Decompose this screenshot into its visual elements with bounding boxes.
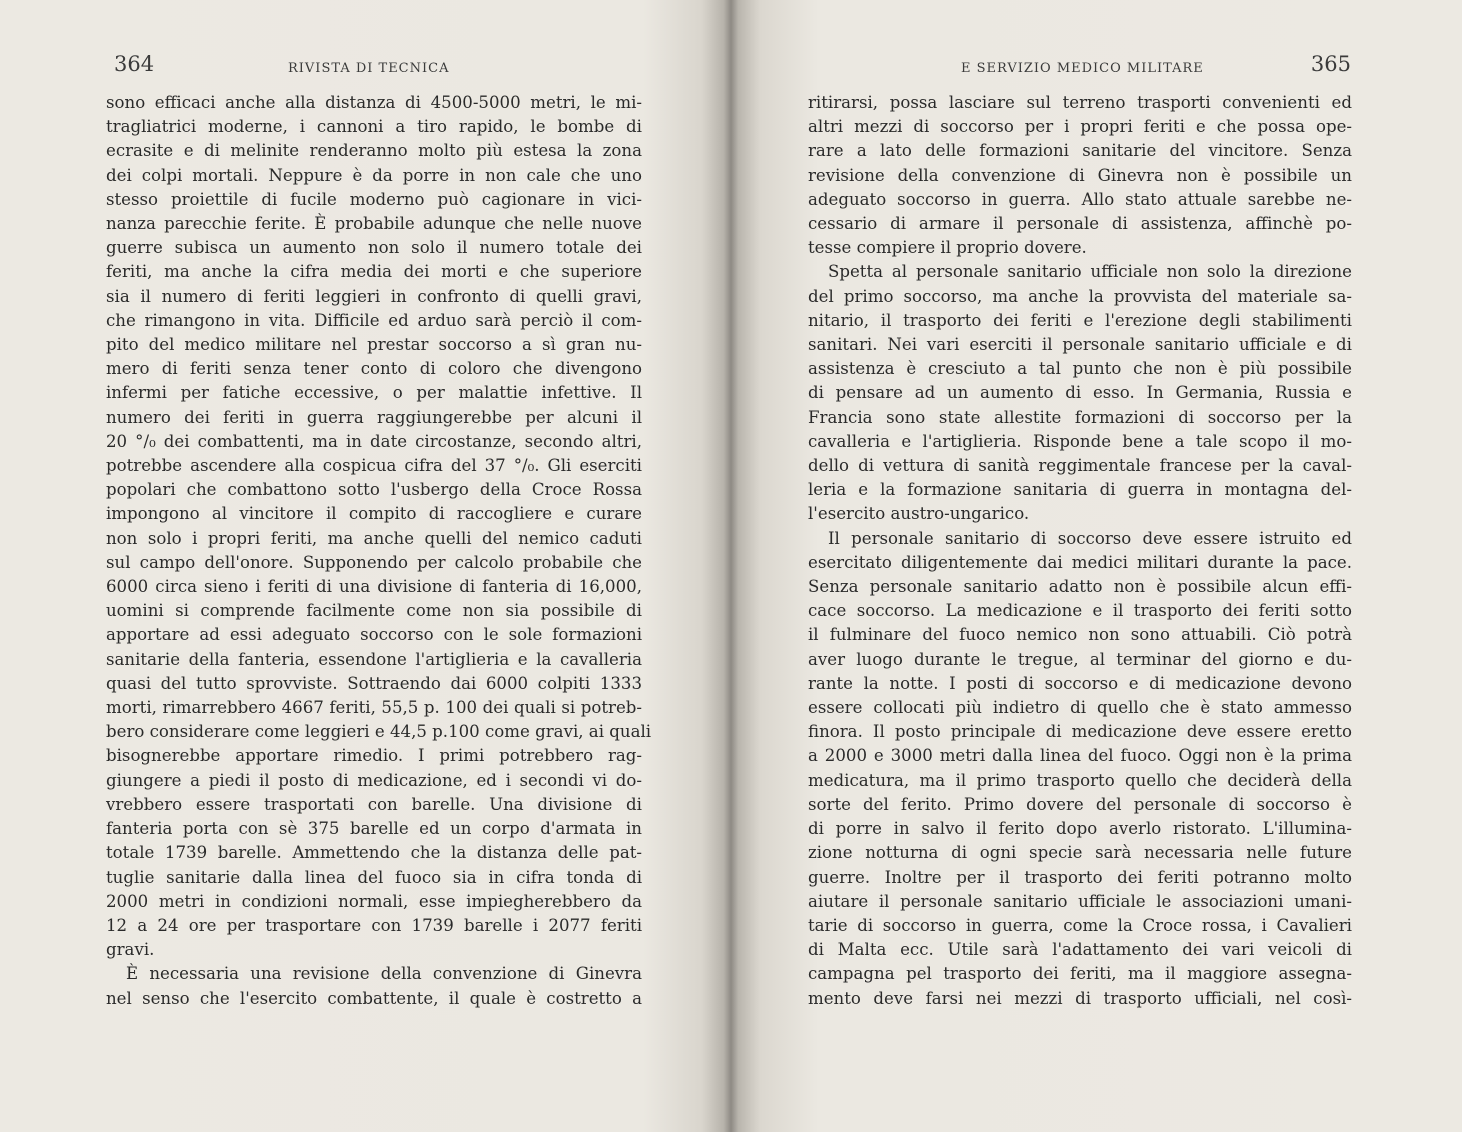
text-line: mento deve farsi nei mezzi di trasporto ufficiali, nel così- <box>808 988 1352 1008</box>
text-line: stesso proiettile di fucile moderno può cagionare in vici- <box>106 189 642 209</box>
text-line: uomini si comprende facilmente come non sia possibile di <box>106 601 642 621</box>
text-line: sorte del ferito. Primo dovere del personale di soccorso è <box>808 794 1352 814</box>
text-line: essere collocati più indietro di quello che è stato ammesso <box>808 698 1352 718</box>
text-line: nitario, il trasporto dei feriti e l'erezione degli stabilimenti <box>808 310 1352 330</box>
text-line: sono efficaci anche alla distanza di 4500-5000 metri, le mi- <box>106 93 642 112</box>
text-line: morti, rimarrebbero 4667 feriti, 55,5 p. 100 dei quali si potreb- <box>106 698 642 718</box>
text-line: a 2000 e 3000 metri dalla linea del fuoco. Oggi non è la prima <box>808 746 1352 766</box>
text-line: nel senso che l'esercito combattente, il quale è costretto a <box>106 988 642 1008</box>
text-line: nanza parecchie ferite. È probabile adunque che nelle nuove <box>106 214 642 234</box>
text-line: impongono al vincitore il compito di raccogliere e curare <box>106 504 642 524</box>
text-line: bisognerebbe apportare rimedio. I primi potrebbero rag- <box>106 746 642 766</box>
text-line: feriti, ma anche la cifra media dei morti e che superiore <box>106 262 642 282</box>
text-line: 2000 metri in condizioni normali, esse impiegherebbero da <box>106 891 642 911</box>
left-running-head: RIVISTA DI TECNICA <box>288 61 450 76</box>
text-line: giungere a piedi il posto di medicazione, ed i secondi vi do- <box>106 770 642 790</box>
text-line: sanitari. Nei vari eserciti il personale sanitario ufficiale e di <box>808 335 1352 355</box>
text-line: 20 °/₀ dei combattenti, ma in date circostanze, secondo altri, <box>106 431 642 451</box>
text-line: dello di vettura di sanità reggimentale francese per la caval- <box>808 456 1352 476</box>
text-line: cavalleria e l'artiglieria. Risponde bene a tale scopo il mo- <box>808 431 1352 451</box>
text-line: mero di feriti senza tener conto di coloro che divengono <box>106 359 642 379</box>
text-line: di pensare ad un aumento di esso. In Germania, Russia e <box>808 383 1352 403</box>
text-line: apportare ad essi adeguato soccorso con le sole formazioni <box>106 625 642 645</box>
text-line: Il personale sanitario di soccorso deve essere istruito ed <box>828 528 1352 548</box>
text-line: fanteria porta con sè 375 barelle ed un corpo d'armata in <box>106 819 642 839</box>
text-line: assistenza è cresciuto a tal punto che non è più possibile <box>808 359 1352 379</box>
text-line: sia il numero di feriti leggieri in confronto di quelli gravi, <box>106 286 642 306</box>
text-line: sul campo dell'onore. Supponendo per calcolo probabile che <box>106 552 642 572</box>
text-line: di Malta ecc. Utile sarà l'adattamento dei vari veicoli di <box>808 940 1352 960</box>
text-line: aiutare il personale sanitario ufficiale le associazioni umani- <box>808 891 1352 911</box>
right-page-text <box>808 91 1352 1011</box>
text-line: rare a lato delle formazioni sanitarie del vincitore. Senza <box>808 141 1352 161</box>
text-line: pito del medico militare nel prestar soccorso a sì gran nu- <box>106 335 642 355</box>
text-line: totale 1739 barelle. Ammettendo che la distanza delle pat- <box>106 843 642 863</box>
text-line: potrebbe ascendere alla cospicua cifra del 37 °/₀. Gli eserciti <box>106 456 642 476</box>
text-line: guerre subisca un aumento non solo il numero totale dei <box>106 238 642 258</box>
text-line: vrebbero essere trasportati con barelle. Una divisione di <box>106 794 642 814</box>
text-line: di porre in salvo il ferito dopo averlo ristorato. L'illumina- <box>808 819 1352 839</box>
right-page-number: 365 <box>1310 52 1351 76</box>
text-line: campagna pel trasporto dei feriti, ma il maggiore assegna- <box>808 964 1352 984</box>
text-line: Senza personale sanitario adatto non è possibile alcun effi- <box>808 577 1352 597</box>
text-line: zione notturna di ogni specie sarà necessaria nelle future <box>808 843 1352 863</box>
text-line: È necessaria una revisione della convenzione di Ginevra <box>126 964 642 984</box>
text-line: leria e la formazione sanitaria di guerra in montagna del- <box>808 480 1352 500</box>
text-line: cessario di armare il personale di assistenza, affinchè po- <box>808 214 1352 234</box>
text-line: tragliatrici moderne, i cannoni a tiro rapido, le bombe di <box>106 117 642 137</box>
text-line: bero considerare come leggieri e 44,5 p.100 come gravi, ai quali <box>106 722 652 742</box>
text-line: medicatura, ma il primo trasporto quello che deciderà della <box>808 770 1352 790</box>
text-line: revisione della convenzione di Ginevra non è possibile un <box>808 165 1352 185</box>
text-line: aver luogo durante le tregue, al terminar del giorno e du- <box>808 649 1352 669</box>
left-page-text <box>106 91 652 1011</box>
text-line: 6000 circa sieno i feriti di una divisione di fanteria di 16,000, <box>106 577 642 597</box>
text-line: Francia sono state allestite formazioni di soccorso per la <box>808 407 1352 427</box>
text-line: popolari che combattono sotto l'usbergo della Croce Rossa <box>106 480 642 500</box>
text-line: quasi del tutto sprovviste. Sottraendo dai 6000 colpiti 1333 <box>106 673 642 693</box>
text-line: rante la notte. I posti di soccorso e di medicazione devono <box>808 673 1352 693</box>
text-line: tesse compiere il proprio dovere. <box>808 238 1087 258</box>
right-running-head: E SERVIZIO MEDICO MILITARE <box>961 61 1204 76</box>
text-line: Spetta al personale sanitario ufficiale non solo la direzione <box>828 262 1352 282</box>
text-line: altri mezzi di soccorso per i propri feriti e che possa ope- <box>808 117 1352 137</box>
text-line: infermi per fatiche eccessive, o per malattie infettive. Il <box>106 383 642 403</box>
text-line: del primo soccorso, ma anche la provvista del materiale sa- <box>808 286 1352 306</box>
text-line: finora. Il posto principale di medicazione deve essere eretto <box>808 722 1352 742</box>
text-line: gravi. <box>106 940 155 960</box>
text-line: esercitato diligentemente dai medici militari durante la pace. <box>808 552 1352 572</box>
left-page-number: 364 <box>114 52 155 76</box>
right-page <box>731 0 1462 1132</box>
text-line: il fulminare del fuoco nemico non sono attuabili. Ciò potrà <box>808 625 1352 645</box>
text-line: non solo i propri feriti, ma anche quelli del nemico caduti <box>106 528 642 548</box>
text-line: 12 a 24 ore per trasportare con 1739 barelle i 2077 feriti <box>106 915 642 935</box>
text-line: che rimangono in vita. Difficile ed arduo sarà perciò il com- <box>106 310 642 330</box>
text-line: ecrasite e di melinite renderanno molto più estesa la zona <box>106 141 642 161</box>
text-line: l'esercito austro-ungarico. <box>808 504 1030 524</box>
text-line: adeguato soccorso in guerra. Allo stato attuale sarebbe ne- <box>808 189 1352 209</box>
text-line: sanitarie della fanteria, essendone l'artiglieria e la cavalleria <box>106 649 642 669</box>
text-line: guerre. Inoltre per il trasporto dei feriti potranno molto <box>808 867 1352 887</box>
text-line: ritirarsi, possa lasciare sul terreno trasporti convenienti ed <box>808 93 1352 112</box>
text-line: tuglie sanitarie dalla linea del fuoco sia in cifra tonda di <box>106 867 642 887</box>
text-line: tarie di soccorso in guerra, come la Croce rossa, i Cavalieri <box>808 915 1352 935</box>
text-line: dei colpi mortali. Neppure è da porre in non cale che uno <box>106 165 642 185</box>
text-line: cace soccorso. La medicazione e il trasporto dei feriti sotto <box>808 601 1352 621</box>
text-line: numero dei feriti in guerra raggiungerebbe per alcuni il <box>106 407 642 427</box>
